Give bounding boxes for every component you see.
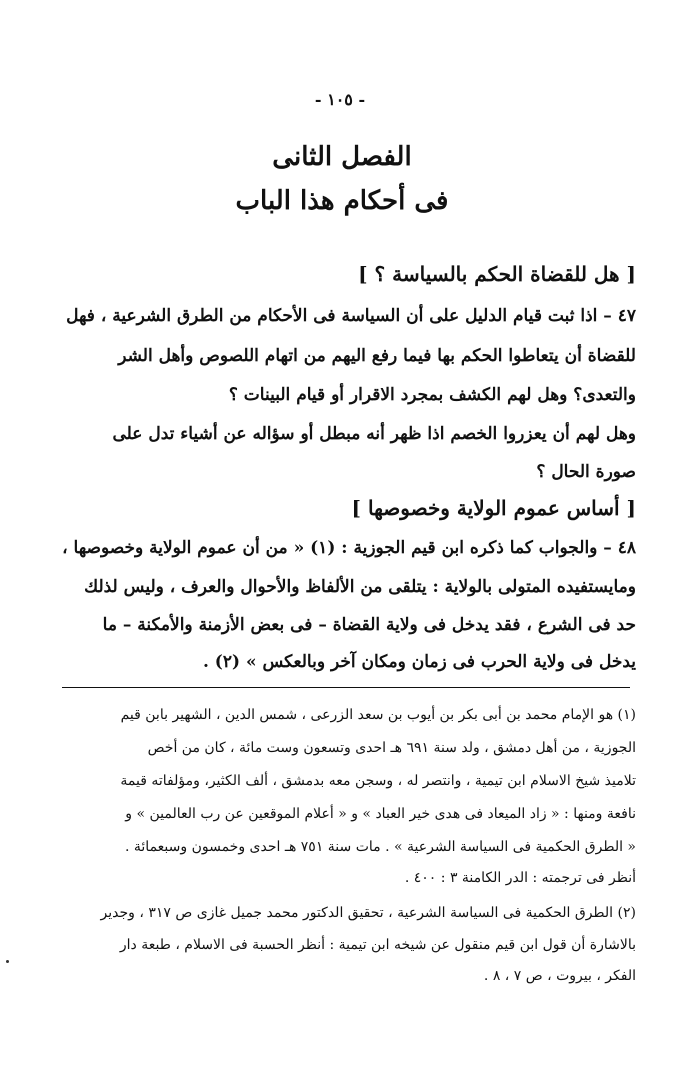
paragraph-line: ومايستفيده المتولى بالولاية : يتلقى من الألفاظ والأحوال والعرف ، وليس لذلك (84, 577, 636, 597)
section-heading-judges-politics: [ هل للقضاة الحكم بالسياسة ؟ ] (358, 262, 636, 286)
chapter-title: الفصل الثانى (272, 142, 412, 172)
footnote-line: « الطرق الحكمية فى السياسة الشرعية » . مات سنة ٧٥١ هـ احدى وخمسون وسبعمائة . (125, 839, 636, 855)
page-number: - ١٠٥ - (314, 90, 366, 109)
paragraph-line: والتعدى؟ وهل لهم الكشف بمجرد الاقرار أو قيام البينات ؟ (228, 385, 636, 405)
footnote-line: أنظر فى ترجمته : الدر الكامنة ٣ : ٤٠٠ . (404, 870, 636, 886)
paragraph-line: ٤٨ – والجواب كما ذكره ابن قيم الجوزية : (١) « من أن عموم الولاية وخصوصها ، (62, 538, 636, 558)
section-heading-wilaya: [ أساس عموم الولاية وخصوصها ] (351, 496, 636, 520)
paragraph-line: حد فى الشرع ، فقد يدخل فى ولاية القضاة – فى بعض الأزمنة والأمكنة – ما (102, 615, 636, 635)
footnote-line: بالاشارة أن قول ابن قيم منقول عن شيخه ابن تيمية : أنظر الحسبة فى الاسلام ، طبعة دار (119, 937, 636, 953)
footnote-line: الفكر ، بيروت ، ص ٧ ، ٨ . (483, 968, 636, 984)
footnote-line: (١) هو الإمام محمد بن أبى بكر بن أيوب بن سعد الزرعى ، شمس الدين ، الشهير بابن قيم (120, 707, 636, 723)
scan-speck (6, 960, 9, 963)
footnote-line: (٢) الطرق الحكمية فى السياسة الشرعية ، تحقيق الدكتور محمد جميل غازى ص ٣١٧ ، وجدير (100, 905, 636, 921)
chapter-subtitle: فى أحكام هذا الباب (235, 186, 449, 216)
paragraph-line: للقضاة أن يتعاطوا الحكم بها فيما رفع اليهم من اتهام اللصوص وأهل الشر (118, 346, 636, 366)
footnote-line: نافعة ومنها : « زاد الميعاد فى هدى خير العباد » و « أعلام الموقعين عن رب العالمين » و (125, 806, 636, 822)
footnote-divider (62, 687, 630, 688)
paragraph-line: صورة الحال ؟ (536, 462, 636, 482)
paragraph-line: وهل لهم أن يعزروا الخصم اذا ظهر أنه مبطل أو سؤاله عن أشياء تدل على (112, 424, 636, 444)
paragraph-line: ٤٧ – اذا ثبت قيام الدليل على أن السياسة فى الأحكام من الطرق الشرعية ، فهل (66, 306, 636, 326)
footnote-line: الجوزية ، من أهل دمشق ، ولد سنة ٦٩١ هـ احدى وتسعون وست مائة ، كان من أخص (147, 740, 636, 756)
footnote-line: تلاميذ شيخ الاسلام ابن تيمية ، وانتصر له ، وسجن معه بدمشق ، ألف الكثير، ومؤلفاته قيمة (120, 773, 636, 789)
paragraph-line: يدخل فى ولاية الحرب فى زمان ومكان آخر وبالعكس » (٢) . (202, 652, 636, 672)
